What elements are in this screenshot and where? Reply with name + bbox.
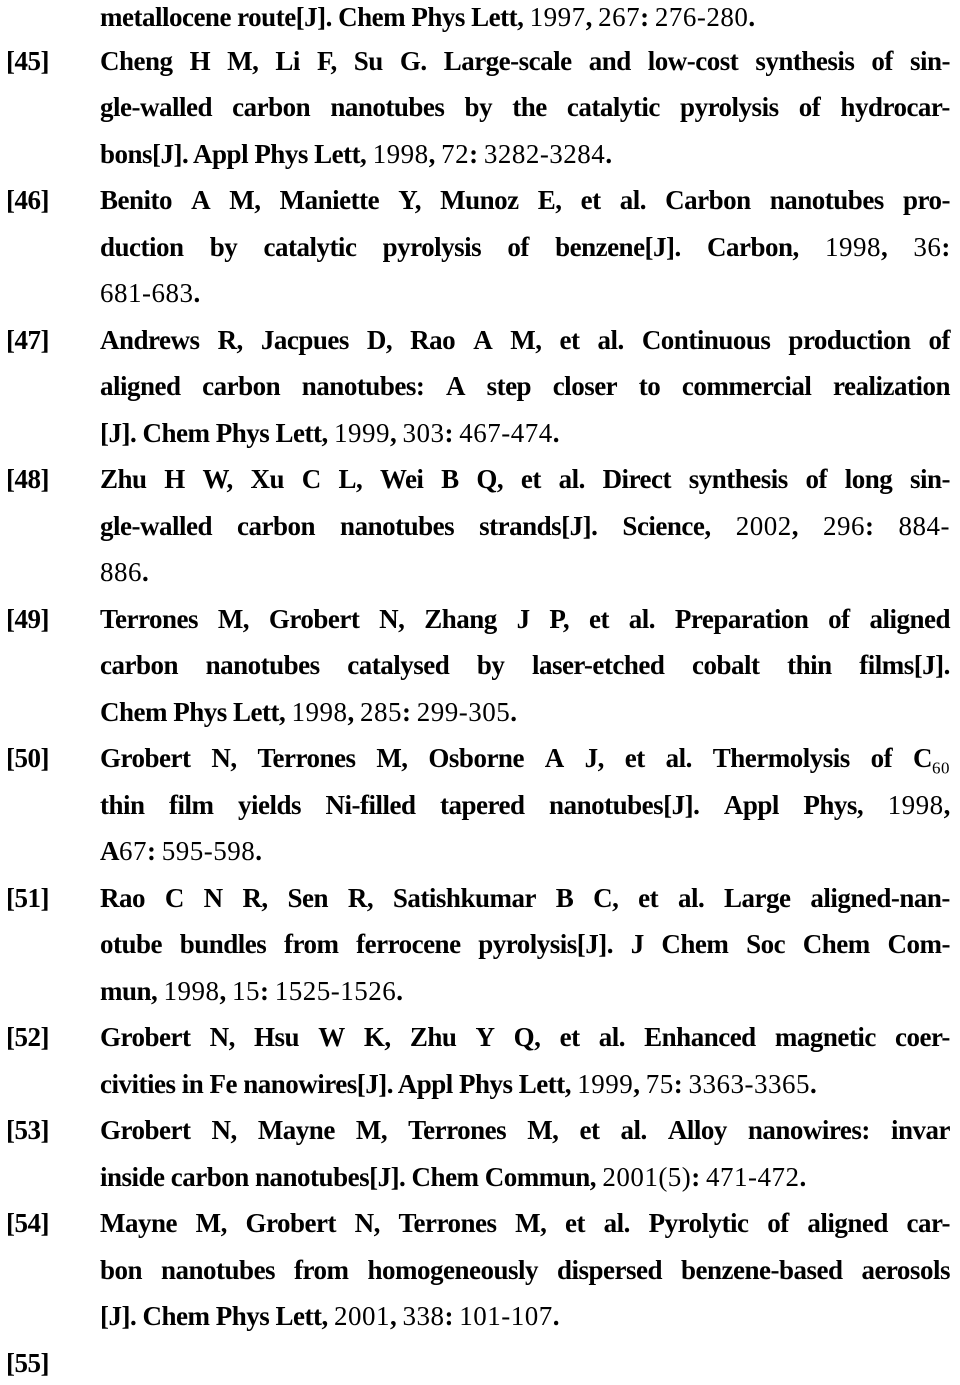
reference-word: Su [353, 46, 383, 76]
reference-word: N [203, 883, 223, 913]
reference-word: synthesis [755, 46, 855, 76]
reference-word: of [805, 464, 827, 494]
reference-number: [48] [6, 464, 49, 494]
reference-word: pyrolysis[J]. [478, 929, 614, 959]
reference-word: Cheng [100, 46, 173, 76]
reference-line [100, 462, 950, 496]
reference-word: pyrolysis [382, 232, 482, 262]
reference-word: realization [832, 371, 950, 401]
reference-word: Chem [802, 929, 870, 959]
reference-word: Rao [410, 325, 456, 355]
reference-word: L, [338, 464, 363, 494]
reference-word: J [630, 929, 644, 959]
reference-word: aligned [807, 1208, 888, 1238]
reference-word: Com- [887, 929, 950, 959]
reference-word: W [318, 1022, 345, 1052]
reference-word: N, [379, 604, 405, 634]
reference-word: D, [366, 325, 393, 355]
reference-line: Chem Phys Lett, 1998, 285: 299-305. [100, 697, 517, 727]
reference-word: from [283, 929, 339, 959]
reference-word: car- [906, 1208, 950, 1238]
reference-word: 884- [898, 511, 950, 541]
reference-word: et [565, 1208, 586, 1238]
reference-word: of [767, 1208, 789, 1238]
reference-word: synthesis [688, 464, 788, 494]
reference-word: by [476, 650, 505, 680]
reference-word: M, [376, 743, 408, 773]
reference-word: invar [890, 1115, 950, 1145]
reference-number: [45] [6, 46, 49, 76]
reference-number: [49] [6, 604, 49, 634]
reference-word: R, [242, 883, 268, 913]
reference-line [100, 1206, 950, 1240]
reference-word: al. [597, 325, 624, 355]
reference-word: Xu [250, 464, 285, 494]
reference-word: C [164, 883, 184, 913]
reference-word: by [464, 92, 493, 122]
reference-word: M, [195, 1208, 227, 1238]
reference-word: G. [399, 46, 427, 76]
reference-word: hydrocar- [840, 92, 950, 122]
reference-word: Mayne [100, 1208, 177, 1238]
reference-word: sin- [909, 46, 950, 76]
reference-word: W, [202, 464, 233, 494]
reference-line: inside carbon nanotubes[J]. Chem Commun, 2001(5): 471-472. [100, 1162, 806, 1192]
reference-word: Terrones [100, 604, 199, 634]
reference-word: from [294, 1255, 349, 1285]
reference-word: commercial [681, 371, 812, 401]
reference-word: A [473, 325, 493, 355]
reference-word: J, [584, 743, 604, 773]
reference-number: [50] [6, 743, 49, 773]
reference-word: et [559, 325, 580, 355]
reference-line [100, 1113, 950, 1147]
reference-word: Grobert [268, 604, 360, 634]
reference-word: B [441, 464, 459, 494]
reference-word: nanowires: [747, 1115, 870, 1145]
reference-word: al. [619, 185, 646, 215]
reference-word: aligned [869, 604, 950, 634]
reference-line [100, 1253, 950, 1287]
reference-word: catalysed [347, 650, 450, 680]
reference-word: laser-etched [531, 650, 665, 680]
reference-word: M, [355, 1115, 388, 1145]
reference-word: al. [558, 464, 585, 494]
reference-word: of [507, 232, 529, 262]
reference-word: Preparation [674, 604, 809, 634]
reference-word: sin- [909, 464, 950, 494]
reference-word: carbon [232, 92, 311, 122]
reference-word: pro- [902, 185, 950, 215]
reference-number: [54] [6, 1208, 49, 1238]
reference-line [100, 927, 950, 961]
reference-word: M, [229, 185, 261, 215]
reference-number: [51] [6, 883, 49, 913]
reference-word: long [844, 464, 893, 494]
reference-line [100, 788, 950, 822]
reference-word: Y, [398, 185, 421, 215]
reference-word: M, [227, 46, 259, 76]
reference-word: Andrews [100, 325, 200, 355]
reference-word: Ni-filled [325, 790, 416, 820]
reference-word: Pyrolytic [648, 1208, 749, 1238]
reference-word: K, [363, 1022, 391, 1052]
reference-word: B [555, 883, 574, 913]
reference-word: ferrocene [356, 929, 461, 959]
reference-word: thin [787, 650, 832, 680]
reference-word: Terrones [257, 743, 356, 773]
reference-word: 1998, [824, 232, 888, 262]
reference-word: et [588, 604, 609, 634]
reference-word: Continuous [641, 325, 771, 355]
reference-word: Carbon, [706, 232, 799, 262]
reference-line: A67: 595-598. [100, 836, 262, 866]
reference-word: aerosols [861, 1255, 950, 1285]
reference-word: Hsu [254, 1022, 300, 1052]
reference-word: A [544, 743, 564, 773]
reference-line: metallocene route[J]. Chem Phys Lett, 1997, 267: 276-280. [100, 2, 755, 32]
reference-word: of [828, 604, 850, 634]
reference-word: P, [549, 604, 570, 634]
reference-line [100, 509, 950, 543]
reference-word: aligned-nan- [810, 883, 950, 913]
reference-word: A [191, 185, 211, 215]
reference-word: C [301, 464, 321, 494]
reference-word: nanotubes [340, 511, 455, 541]
reference-word: J [516, 604, 530, 634]
reference-word: carbon [237, 511, 316, 541]
reference-word: of [928, 325, 950, 355]
reference-word: Grobert [245, 1208, 336, 1238]
reference-word: catalytic [263, 232, 357, 262]
reference-word: of [871, 46, 893, 76]
reference-word: closer [552, 371, 618, 401]
reference-word: al. [665, 743, 692, 773]
reference-word: $C_{60}$ [912, 743, 950, 778]
reference-word: catalytic [566, 92, 660, 122]
reference-number: [52] [6, 1022, 49, 1052]
reference-word: et [520, 464, 541, 494]
reference-word: Chem [661, 929, 729, 959]
reference-line: bons[J]. Appl Phys Lett, 1998, 72: 3282-3284. [100, 139, 612, 169]
reference-word: M, [217, 604, 250, 634]
reference-word: nanotubes [161, 1255, 276, 1285]
reference-word: Terrones [398, 1208, 497, 1238]
reference-word: et [638, 883, 659, 913]
reference-word: M, [510, 325, 542, 355]
reference-word: Zhu [100, 464, 147, 494]
reference-line [100, 183, 950, 217]
reference-line [100, 602, 950, 636]
reference-word: Zhang [424, 604, 497, 634]
reference-word: N, [354, 1208, 380, 1238]
reference-word: homogeneously [367, 1255, 539, 1285]
reference-word: dispersed [556, 1255, 663, 1285]
reference-word: benzene-based [680, 1255, 843, 1285]
reference-word: Grobert [100, 1022, 191, 1052]
reference-word: Soc [746, 929, 786, 959]
reference-word: Satishkumar [392, 883, 536, 913]
reference-line [100, 323, 950, 357]
reference-word: production [788, 325, 911, 355]
reference-line [100, 741, 950, 785]
reference-word: films[J]. [859, 650, 950, 680]
reference-word: Thermolysis [712, 743, 850, 773]
reference-word: Wei [379, 464, 424, 494]
reference-word: pyrolysis [680, 92, 779, 122]
reference-word: Appl [723, 790, 779, 820]
reference-word: Science, [622, 511, 711, 541]
reference-word: Osborne [428, 743, 524, 773]
reference-word: Alloy [667, 1115, 727, 1145]
reference-line: 886. [100, 557, 149, 587]
reference-word: C, [593, 883, 619, 913]
reference-word: Q, [476, 464, 504, 494]
reference-word: Carbon [665, 185, 751, 215]
reference-word: Li [275, 46, 300, 76]
reference-word: Terrones [408, 1115, 507, 1145]
reference-word: et [580, 185, 601, 215]
reference-word: nanotubes [205, 650, 320, 680]
reference-line [100, 881, 950, 915]
reference-word: Grobert [100, 743, 191, 773]
reference-word: et [579, 1115, 600, 1145]
reference-word: 2002, [735, 511, 798, 541]
reference-word: low-cost [647, 46, 739, 76]
reference-line: 681-683. [100, 278, 200, 308]
reference-number: [47] [6, 325, 49, 355]
reference-line: [J]. Chem Phys Lett, 2001, 338: 101-107. [100, 1301, 559, 1331]
reference-line: civities in Fe nanowires[J]. Appl Phys Lett, 1999, 75: 3363-3365. [100, 1069, 817, 1099]
reference-word: magnetic [774, 1022, 876, 1052]
reference-word: strands[J]. [479, 511, 598, 541]
reference-word: of [798, 92, 821, 122]
reference-word: al. [620, 1115, 647, 1145]
reference-word: yields [238, 790, 302, 820]
reference-word: Large-scale [443, 46, 572, 76]
reference-line [100, 44, 950, 78]
reference-number: [53] [6, 1115, 49, 1145]
reference-word: otube [100, 929, 163, 959]
reference-line [100, 230, 950, 264]
reference-line [100, 1020, 950, 1054]
reference-word: gle-walled [100, 511, 212, 541]
reference-word: 36: [913, 232, 950, 262]
reference-word: bundles [179, 929, 267, 959]
reference-word: N, [211, 1115, 237, 1145]
reference-word: Benito [100, 185, 173, 215]
reference-word: film [169, 790, 214, 820]
reference-word: the [512, 92, 547, 122]
reference-line: mun, 1998, 15: 1525-1526. [100, 976, 403, 1006]
reference-word: duction [100, 232, 184, 262]
reference-word: N, [211, 743, 237, 773]
reference-word: M, [515, 1208, 547, 1238]
reference-line: [J]. Chem Phys Lett, 1999, 303: 467-474. [100, 418, 559, 448]
reference-word: Maniette [279, 185, 380, 215]
reference-word: nanotubes: [301, 371, 425, 401]
reference-word: A [445, 371, 465, 401]
reference-word: tapered [440, 790, 525, 820]
reference-word: and [588, 46, 631, 76]
reference-word: Jacpues [260, 325, 349, 355]
reference-word: H [189, 46, 211, 76]
reference-word: Enhanced [644, 1022, 756, 1052]
reference-word: Y [475, 1022, 495, 1052]
reference-word: H [164, 464, 185, 494]
reference-word: M, [527, 1115, 559, 1145]
reference-word: et [559, 1022, 580, 1052]
reference-word: nanotubes [769, 185, 884, 215]
reference-word: carbon [100, 650, 178, 680]
reference-word: to [638, 371, 661, 401]
reference-word: nanotubes [330, 92, 445, 122]
reference-word: Sen [287, 883, 329, 913]
reference-word: Q, [513, 1022, 541, 1052]
reference-word: Grobert [100, 1115, 191, 1145]
reference-word: coer- [894, 1022, 950, 1052]
reference-word: aligned [100, 371, 181, 401]
reference-number: [55] [6, 1348, 49, 1378]
reference-word: carbon [202, 371, 281, 401]
reference-line [100, 90, 950, 124]
reference-word: E, [537, 185, 562, 215]
reference-word: Rao [100, 883, 145, 913]
reference-word: Large [724, 883, 791, 913]
reference-word: R, [217, 325, 243, 355]
reference-number: [46] [6, 185, 49, 215]
reference-word: thin [100, 790, 145, 820]
reference-word: al. [603, 1208, 630, 1238]
reference-word: Munoz [440, 185, 519, 215]
reference-word: nanotubes[J]. [549, 790, 700, 820]
reference-word: al. [628, 604, 656, 634]
reference-word: Phys, [803, 790, 864, 820]
reference-word: F, [316, 46, 337, 76]
reference-word: gle-walled [100, 92, 212, 122]
reference-word: of [870, 743, 893, 773]
reference-word: by [209, 232, 238, 262]
reference-line [100, 369, 950, 403]
reference-word: step [486, 371, 532, 401]
reference-word: benzene[J]. [555, 232, 681, 262]
reference-word: cobalt [691, 650, 760, 680]
reference-word: N, [209, 1022, 235, 1052]
reference-word: R, [347, 883, 374, 913]
reference-word: Zhu [409, 1022, 457, 1052]
reference-line [100, 648, 950, 682]
reference-word: al. [598, 1022, 625, 1052]
reference-word: al. [677, 883, 705, 913]
reference-word: Mayne [257, 1115, 335, 1145]
reference-word: 1998, [887, 790, 950, 820]
reference-word: et [624, 743, 645, 773]
reference-word: Direct [602, 464, 672, 494]
reference-word: bon [100, 1255, 143, 1285]
reference-word: 296: [822, 511, 874, 541]
